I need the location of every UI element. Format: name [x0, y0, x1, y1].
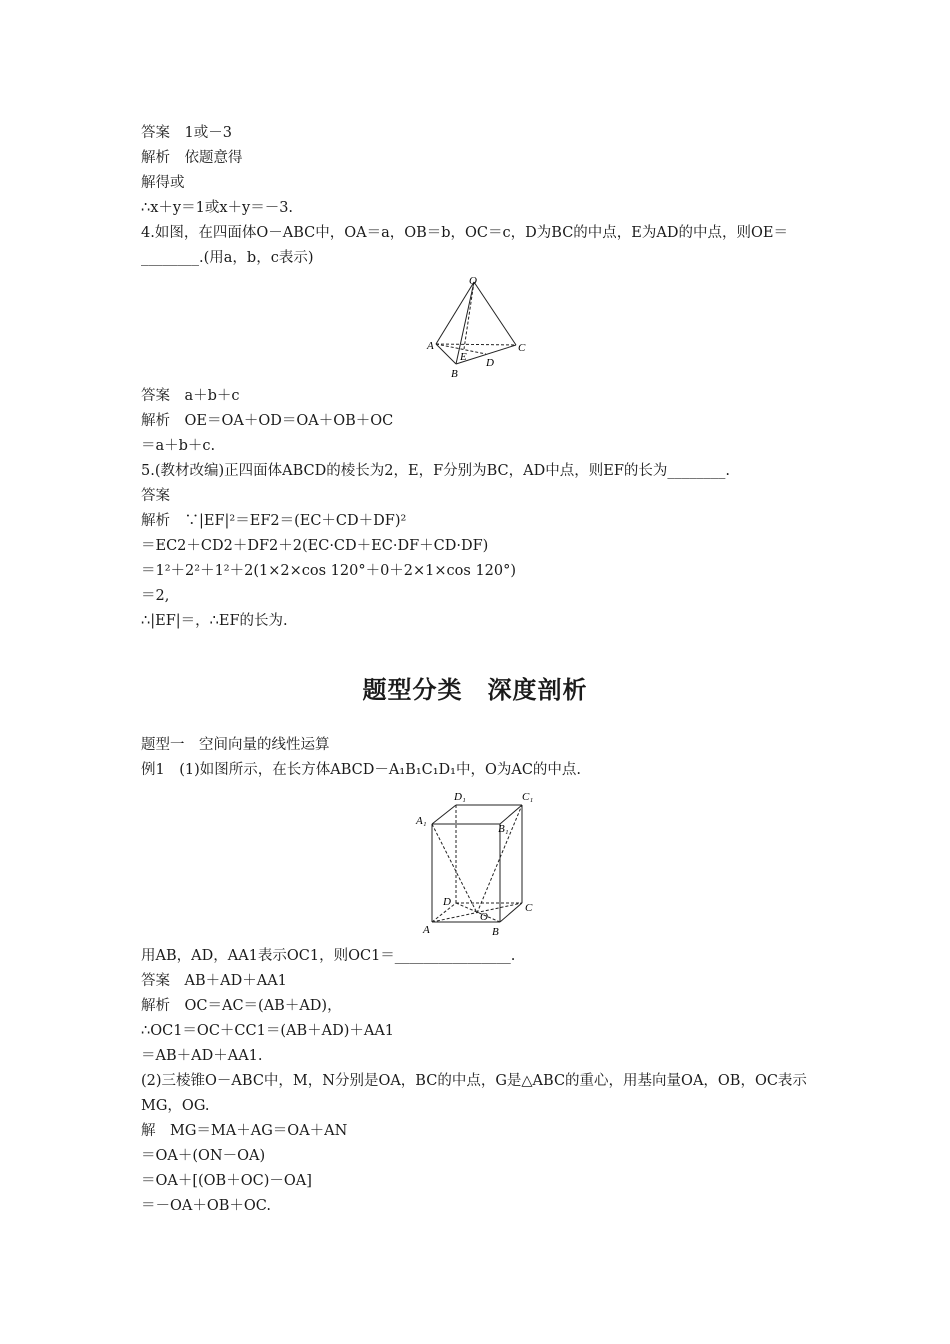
question-4-blank: ________.(用a，b，c表示): [141, 250, 314, 266]
analysis-line-5d: ＝2,: [141, 588, 170, 604]
result-line: ∴x＋y＝1或x＋y＝－3.: [141, 200, 294, 216]
analysis-line-5e: ∴|EF|＝，∴EF的长为.: [141, 613, 288, 629]
label-B1: B₁: [498, 823, 509, 835]
analysis-line-5b: ＝EC2＋CD2＋DF2＋2(EC·CD＋EC·DF＋CD·DF): [141, 538, 489, 554]
example-1-question: 例1 (1)如图所示，在长方体ABCD－A₁B₁C₁D₁中，O为AC的中点.: [141, 762, 582, 778]
example-1-part-2b: MG，OG.: [141, 1098, 210, 1114]
answer-line-1: 答案 1或－3: [141, 125, 232, 141]
analysis-line-4: 解析 OE＝OA＋OD＝OA＋OB＋OC: [141, 413, 394, 429]
analysis-line-5: 解析 ∵|EF|²＝EF2＝(EC＋CD＋DF)²: [141, 513, 407, 529]
analysis-line-1: 解析 依题意得: [141, 150, 243, 166]
label-O: O: [480, 911, 488, 923]
question-5: 5.(教材改编)正四面体ABCD的棱长为2，E，F分别为BC，AD中点，则EF的长为________.: [141, 463, 731, 479]
label-B: B: [492, 926, 499, 937]
label-A: A: [427, 340, 434, 352]
example-1-analysis-b: ∴OC1＝OC＋CC1＝(AB＋AD)＋AA1: [141, 1023, 395, 1039]
answer-line-4: 答案 a＋b＋c: [141, 388, 240, 404]
label-D: D: [486, 357, 494, 369]
section-heading: 题型分类 深度剖析: [362, 676, 588, 704]
label-B: B: [451, 368, 458, 380]
label-C1: C₁: [522, 791, 534, 803]
example-1-part-2: (2)三棱锥O－ABC中，M，N分别是OA，BC的中点，G是△ABC的重心，用基向量OA，OB，OC表示: [141, 1073, 807, 1089]
question-4: 4.如图，在四面体O－ABC中，OA＝a，OB＝b，OC＝c，D为BC的中点，E为AD的中点，则OE＝: [141, 225, 788, 241]
example-1-analysis-c: ＝AB＋AD＋AA1.: [141, 1048, 263, 1064]
example-1-analysis: 解析 OC＝AC＝(AB＋AD)，: [141, 998, 342, 1014]
analysis-line-5c: ＝1²＋2²＋1²＋2(1×2×cos 120°＋0＋2×1×cos 120°): [141, 563, 517, 579]
label-O: O: [469, 275, 477, 287]
label-A1: A₁: [416, 815, 427, 827]
label-C: C: [518, 342, 526, 354]
tetrahedron-figure: [422, 272, 532, 386]
topic-title: 题型一 空间向量的线性运算: [141, 737, 330, 753]
solution-line-4: ＝－OA＋OB＋OC.: [141, 1198, 271, 1214]
label-C: C: [525, 902, 533, 914]
label-A: A: [423, 924, 430, 936]
cuboid-figure: [412, 787, 542, 941]
solve-line: 解得或: [141, 175, 185, 191]
solution-line-3: ＝OA＋[(OB＋OC)－OA]: [141, 1173, 312, 1189]
answer-line-5: 答案: [141, 488, 170, 504]
label-D: D: [443, 896, 451, 908]
example-1-prompt: 用AB，AD，AA1表示OC1，则OC1＝________________.: [141, 948, 516, 964]
label-D1: D₁: [454, 791, 466, 803]
example-1-answer: 答案 AB＋AD＋AA1: [141, 973, 287, 989]
solution-line-2: ＝OA＋(ON－OA): [141, 1148, 266, 1164]
label-E: E: [460, 351, 467, 363]
solution-line-1: 解 MG＝MA＋AG＝OA＋AN: [141, 1123, 348, 1139]
analysis-line-4b: ＝a＋b＋c.: [141, 438, 216, 454]
